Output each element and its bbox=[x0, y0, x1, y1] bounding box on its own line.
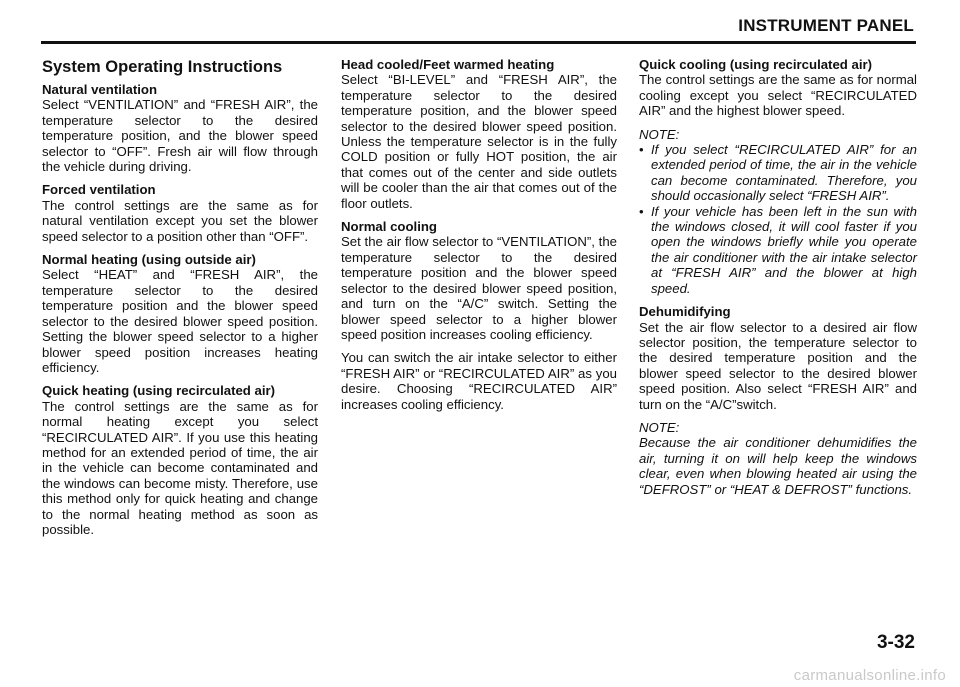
note-item: • If your vehicle has been left in the sun with the windows closed, it will cool faster if you open the windows briefly while you operate the air conditioner with the air intake selector at “FRESH AIR” and the blower at high speed. bbox=[639, 204, 917, 296]
bi-level-heating-block bbox=[341, 57, 617, 211]
watermark: carmanualsonline.info bbox=[793, 667, 946, 684]
header-rule bbox=[41, 41, 916, 44]
subheading: Normal heating (using outside air) bbox=[42, 252, 256, 268]
air-intake-paragraph: You can switch the air intake selector to either “FRESH AIR” or “RECIRCULATED AIR” as you desire. Choosing “RECIRCULATED AIR” increases cooling efficiency. bbox=[341, 350, 617, 412]
body-text: The control settings are the same as for normal cooling except you select “RECIRCULATED AIR” and the highest blower speed. bbox=[639, 72, 917, 119]
note-block bbox=[639, 420, 917, 497]
page-header-title: INSTRUMENT PANEL bbox=[738, 16, 914, 35]
subheading: Natural ventilation bbox=[42, 82, 158, 97]
body-text: The control settings are the same as for natural ventilation except you set the blower speed selector to a position other than “OFF”. bbox=[42, 197, 318, 244]
body-text: Select “VENTILATION” and “FRESH AIR”, the temperature selector to the desired temperature position, and the blower speed selector to “OFF”. Fresh air will flow through the vehicle during driving. bbox=[42, 97, 318, 175]
note-text: Because the air conditioner dehumidifies the air, turning it on will help keep the windows clear, even when blowing heated air using the “DEFROST” or “HEAT & DEFROST” functions. bbox=[639, 435, 917, 497]
body-text: Select “BI-LEVEL” and “FRESH AIR”, the temperature selector to the desired temperature position, and the blower speed selector to the desired blower speed position. Unless the temperature selector is in the fully COLD position or fully HOT position, the air that comes out of the center and side outlets will be cooler than the air that comes out of the floor outlets. bbox=[341, 72, 617, 211]
note-label: NOTE: bbox=[639, 126, 680, 142]
note-label: NOTE: bbox=[639, 419, 680, 435]
body-text: Set the air flow selector to a desired air flow selector position, the temperature selector to the desired temperature position and the blower speed selector to the desired blower speed position. Also select “FRESH AIR” and turn on the “A/C”switch. bbox=[639, 319, 917, 412]
note-list bbox=[639, 142, 917, 296]
normal-heating-block bbox=[42, 252, 318, 375]
subheading: Quick heating (using recirculated air) bbox=[42, 383, 276, 399]
natural-ventilation-block bbox=[42, 82, 318, 174]
forced-ventilation-block bbox=[42, 182, 318, 244]
subheading: Quick cooling (using recirculated air) bbox=[639, 57, 873, 72]
dehumidifying-block bbox=[639, 304, 917, 412]
section-title: System Operating Instructions bbox=[42, 58, 283, 76]
quick-heating-block bbox=[42, 383, 318, 537]
subheading: Normal cooling bbox=[341, 219, 437, 235]
subheading: Forced ventilation bbox=[42, 182, 156, 198]
column-3 bbox=[639, 57, 917, 505]
note-item: • If you select “RECIRCULATED AIR” for an extended period of time, the air in the vehicle can become contaminated. Therefore, you should occasionally select “FRESH AIR”. bbox=[639, 142, 917, 204]
page-number: 3-32 bbox=[876, 632, 915, 653]
body-text: The control settings are the same as for normal heating except you select “RECIRCULATED AIR”. If you use this heating method for an extended period of time, the air in the vehicle can become contaminated and the windows can become misty. Therefore, use this method only for quick heating and change to the normal heating method as soon as possible. bbox=[42, 398, 318, 537]
quick-cooling-block bbox=[639, 57, 917, 119]
subheading: Head cooled/Feet warmed heating bbox=[341, 57, 555, 72]
body-text: Set the air flow selector to “VENTILATION”, the temperature selector to the desired temperature position and the blower speed selector to the desired blower speed position, and turn on the “A/C” switch. Setting the blower speed selector to a higher blower speed position increases cooling efficiency. bbox=[341, 234, 617, 342]
subheading: Dehumidifying bbox=[639, 304, 731, 320]
column-2 bbox=[341, 57, 617, 420]
normal-cooling-block bbox=[341, 219, 617, 342]
body-text: Select “HEAT” and “FRESH AIR”, the temperature selector to the desired temperature position and the blower speed selector to the desired blower speed position. Setting the blower speed selector to a higher blower speed position increases heating efficiency. bbox=[42, 267, 318, 375]
column-1 bbox=[42, 57, 318, 545]
note-block bbox=[639, 127, 917, 296]
